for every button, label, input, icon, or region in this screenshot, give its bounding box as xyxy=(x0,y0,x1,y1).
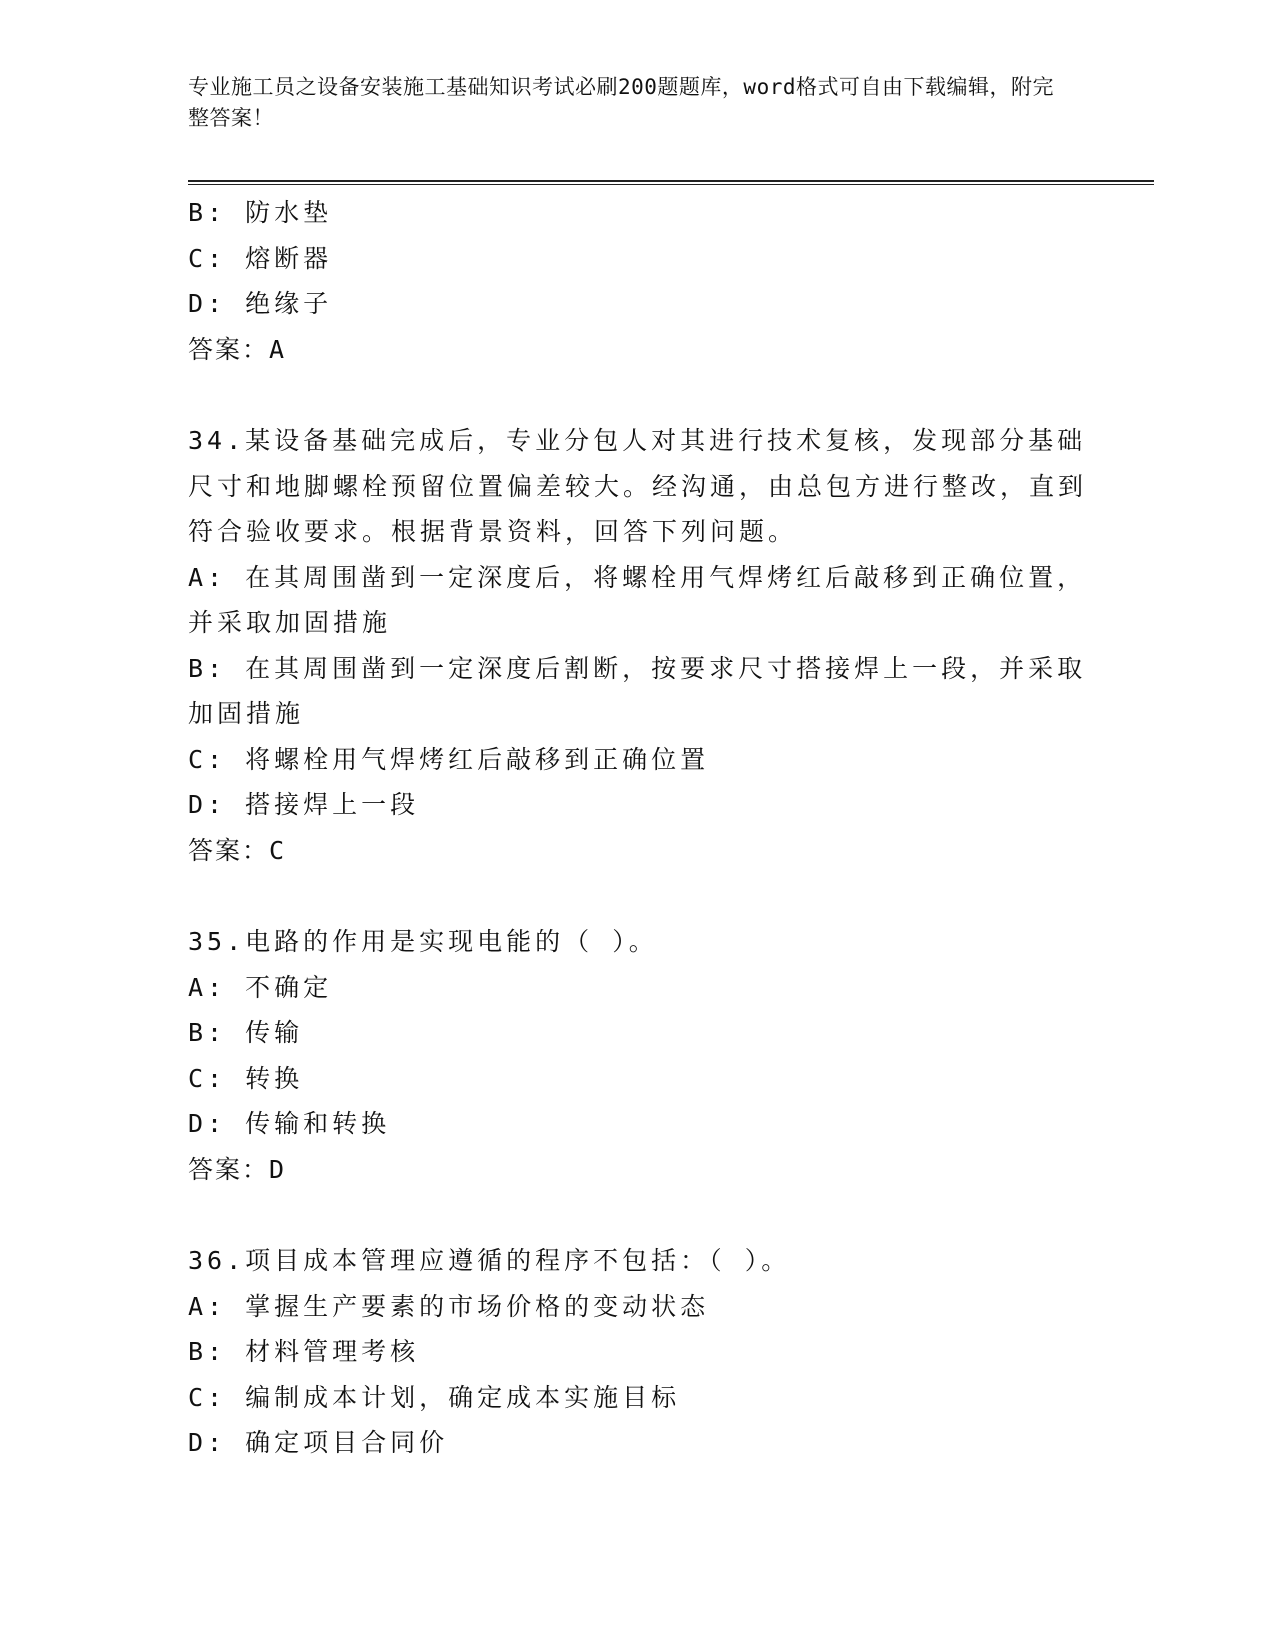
option-d xyxy=(188,782,1088,828)
option-label: B: xyxy=(188,1337,227,1366)
option-text: 编制成本计划，确定成本实施目标 xyxy=(245,1382,681,1412)
option-label: C: xyxy=(188,243,227,273)
option-label: A: xyxy=(188,972,227,1002)
option-label: D: xyxy=(188,1428,227,1457)
option-text: 掌握生产要素的市场价格的变动状态 xyxy=(245,1291,710,1321)
answer-line: 答案：C xyxy=(188,835,287,865)
option-b xyxy=(188,1010,1088,1056)
document-title: 专业施工员之设备安装施工基础知识考试必刷200题题库，word格式可自由下载编辑，附完整答案！ xyxy=(188,75,1054,130)
header-divider-thin xyxy=(188,184,1154,185)
option-text: 不确定 xyxy=(245,972,333,1002)
question-36 xyxy=(188,1238,1088,1466)
option-label: D: xyxy=(188,289,227,318)
option-label: A: xyxy=(188,1291,227,1321)
page-header xyxy=(188,72,1068,134)
option-text: 搭接焊上一段 xyxy=(245,790,420,819)
option-text: 防水垫 xyxy=(245,198,333,227)
option-text: 在其周围凿到一定深度后割断，按要求尺寸搭接焊上一段，并采取加固措施 xyxy=(188,653,1087,728)
option-d xyxy=(188,1420,1088,1466)
option-label: A: xyxy=(188,562,227,592)
option-label: D: xyxy=(188,1109,227,1138)
option-c xyxy=(188,236,1088,282)
option-text: 将螺栓用气焊烤红后敲移到正确位置 xyxy=(245,744,710,774)
option-text: 确定项目合同价 xyxy=(245,1428,449,1457)
option-a xyxy=(188,1284,1088,1330)
option-a xyxy=(188,965,1088,1011)
option-text: 熔断器 xyxy=(245,243,333,273)
answer-line: 答案：A xyxy=(188,334,287,364)
option-text: 转换 xyxy=(245,1063,304,1093)
option-label: D: xyxy=(188,790,227,819)
question-35 xyxy=(188,919,1088,1192)
option-d xyxy=(188,281,1088,327)
option-a xyxy=(188,555,1088,646)
option-b xyxy=(188,1329,1088,1375)
option-label: B: xyxy=(188,1018,227,1047)
option-label: B: xyxy=(188,653,227,683)
question-stem: 34.某设备基础完成后，专业分包人对其进行技术复核，发现部分基础尺寸和地脚螺栓预留位置偏差较大。经沟通，由总包方进行整改，直到符合验收要求。根据背景资料，回答下列问题。 xyxy=(188,426,1088,546)
option-text: 传输和转换 xyxy=(245,1109,391,1138)
option-label: C: xyxy=(188,744,227,774)
option-label: B: xyxy=(188,198,227,227)
question-stem: 35.电路的作用是实现电能的（ ）。 xyxy=(188,927,658,956)
option-label: C: xyxy=(188,1382,227,1412)
option-c xyxy=(188,737,1088,783)
option-d xyxy=(188,1101,1088,1147)
option-text: 绝缘子 xyxy=(245,289,333,318)
option-c xyxy=(188,1375,1088,1421)
header-divider-thick xyxy=(188,180,1154,182)
option-label: C: xyxy=(188,1063,227,1093)
option-b xyxy=(188,646,1088,737)
answer-line: 答案：D xyxy=(188,1154,287,1184)
question-stem: 36.项目成本管理应遵循的程序不包括：（ ）。 xyxy=(188,1246,791,1275)
question-34 xyxy=(188,418,1088,873)
option-text: 传输 xyxy=(245,1018,304,1047)
option-c xyxy=(188,1056,1088,1102)
option-text: 材料管理考核 xyxy=(245,1337,420,1366)
option-b xyxy=(188,190,1088,236)
question-content xyxy=(188,190,1088,1466)
prev-question-options xyxy=(188,190,1088,372)
option-text: 在其周围凿到一定深度后，将螺栓用气焊烤红后敲移到正确位置，并采取加固措施 xyxy=(188,562,1087,637)
